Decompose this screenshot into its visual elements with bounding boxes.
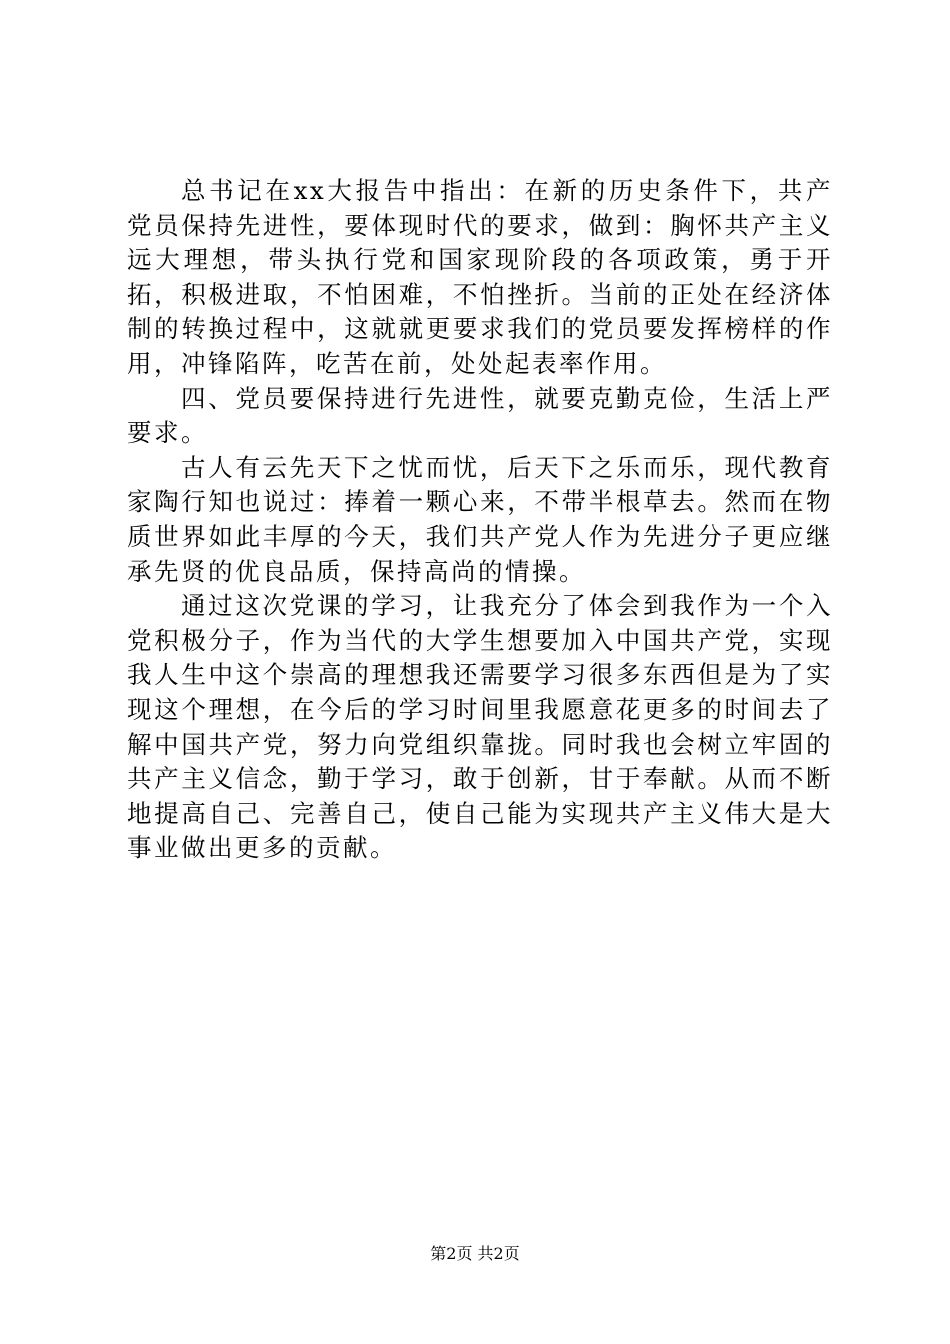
paragraph-3: 古人有云先天下之忧而忧，后天下之乐而乐，现代教育家陶行知也说过：捧着一颗心来，不带半根草去。然而在物质世界如此丰厚的今天，我们共产党人作为先进分子更应继承先贤的优良品质，保持高尚的情操。 bbox=[127, 452, 833, 586]
document-body bbox=[127, 174, 833, 866]
page-footer: 第2页 共2页 bbox=[430, 1244, 520, 1263]
paragraph-2: 四、党员要保持进行先进性，就要克勤克俭，生活上严要求。 bbox=[127, 383, 833, 448]
paragraph-4: 通过这次党课的学习，让我充分了体会到我作为一个入党积极分子，作为当代的大学生想要加入中国共产党，实现我人生中这个崇高的理想我还需要学习很多东西但是为了实现这个理想，在今后的学习时间里我愿意花更多的时间去了解中国共产党，努力向党组织靠拢。同时我也会树立牢固的共产主义信念，勤于学习，敢于创新，甘于奉献。从而不断地提高自己、完善自己，使自己能为实现共产主义伟大是大事业做出更多的贡献。 bbox=[127, 591, 833, 863]
paragraph-1: 总书记在xx大报告中指出：在新的历史条件下，共产党员保持先进性，要体现时代的要求，做到：胸怀共产主义远大理想，带头执行党和国家现阶段的各项政策，勇于开拓，积极进取，不怕困难，不怕挫折。当前的正处在经济体制的转换过程中，这就就更要求我们的党员要发挥榜样的作用，冲锋陷阵，吃苦在前，处处起表率作用。 bbox=[127, 176, 833, 378]
